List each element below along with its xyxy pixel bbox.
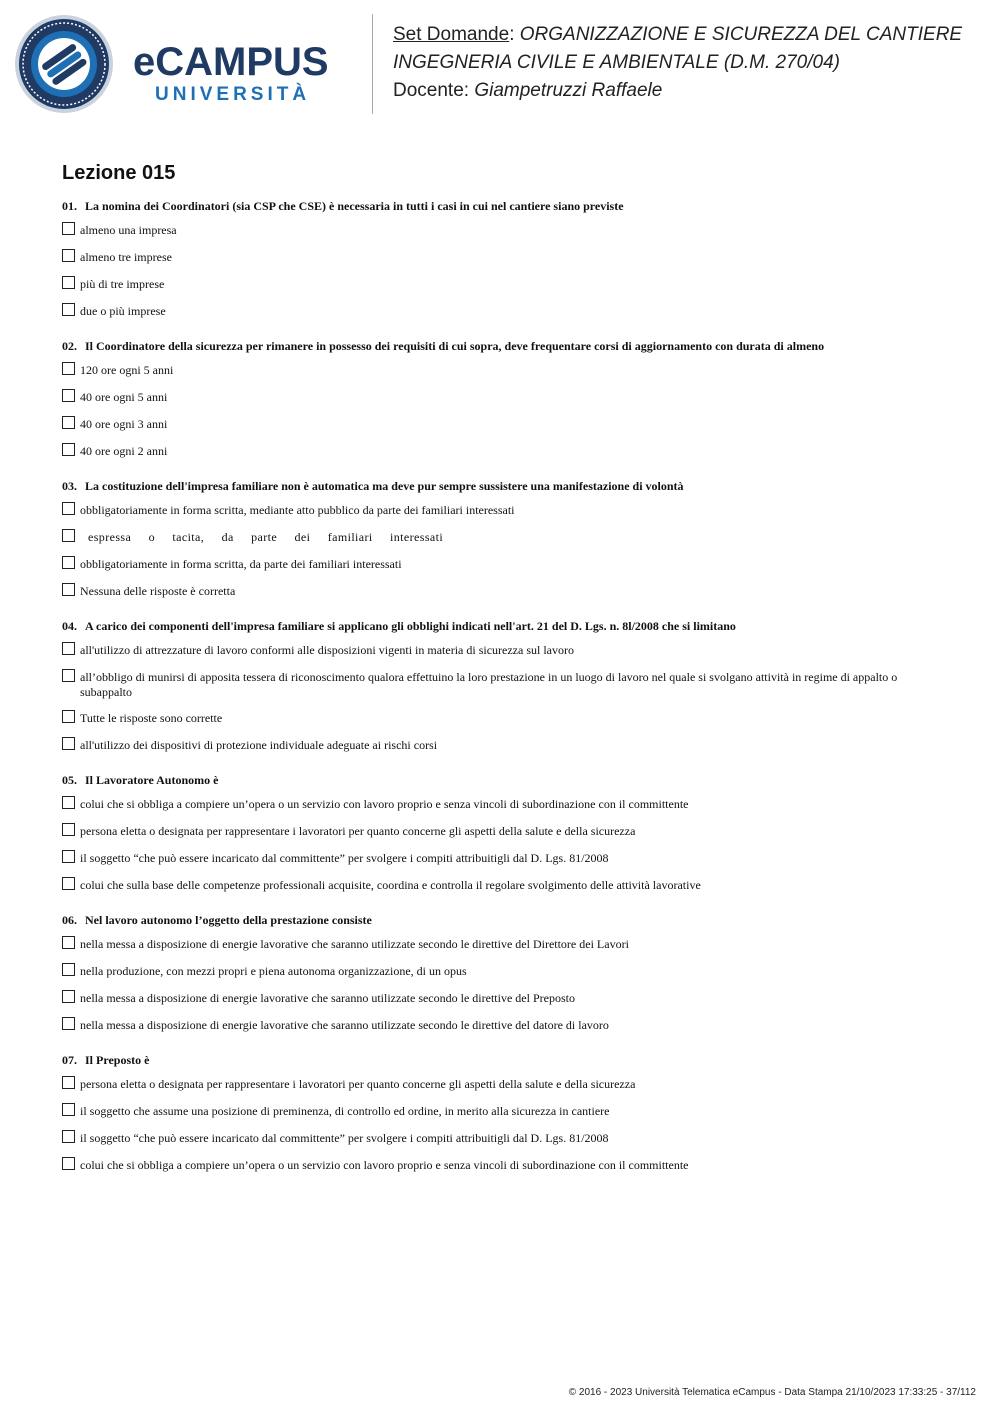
- answer-checkbox[interactable]: [62, 1157, 75, 1170]
- set-line: Set Domande: ORGANIZZAZIONE E SICUREZZA DEL CANTIERE: [393, 24, 963, 45]
- answer-checkbox[interactable]: [62, 710, 75, 723]
- answer-text: almeno tre imprese: [80, 250, 172, 264]
- answer-checkbox[interactable]: [62, 362, 75, 375]
- question-6: [62, 912, 942, 1034]
- question-prompt: A carico dei componenti dell'impresa familiare si applicano gli obblighi indicati nell'art. 21 del D. Lgs. n. 8l/2008 che si limitano: [85, 619, 736, 633]
- answer-option: [62, 503, 942, 519]
- answer-text: il soggetto che assume una posizione di preminenza, di controllo ed ordine, in merito alla sicurezza in cantiere: [80, 1104, 610, 1118]
- answer-text: obbligatoriamente in forma scritta, mediante atto pubblico da parte dei familiari interessati: [80, 503, 515, 517]
- question-list: [62, 198, 942, 1174]
- question-prompt: Nel lavoro autonomo l’oggetto della prestazione consiste: [85, 913, 372, 927]
- question-number: 07.: [62, 1053, 77, 1067]
- answer-option: [62, 1104, 942, 1120]
- answer-checkbox[interactable]: [62, 936, 75, 949]
- answer-text: il soggetto “che può essere incaricato dal committente” per svolgere i compiti attribuitigli dal D. Lgs. 81/2008: [80, 851, 609, 865]
- answer-option: [62, 937, 942, 953]
- answer-text: nella messa a disposizione di energie lavorative che saranno utilizzate secondo le direttive del Preposto: [80, 991, 575, 1005]
- answer-text: più di tre imprese: [80, 277, 165, 291]
- answer-checkbox[interactable]: [62, 642, 75, 655]
- answer-text: 120 ore ogni 5 anni: [80, 363, 174, 377]
- answer-checkbox[interactable]: [62, 389, 75, 402]
- lesson-title: Lezione 015: [62, 162, 176, 184]
- question-3: [62, 478, 942, 600]
- answer-text: il soggetto “che può essere incaricato dal committente” per svolgere i compiti attribuitigli dal D. Lgs. 81/2008: [80, 1131, 609, 1145]
- answer-option: [62, 738, 942, 754]
- answer-checkbox[interactable]: [62, 990, 75, 1003]
- question-text: [62, 618, 942, 634]
- brand-subtitle: UNIVERSITÀ: [155, 84, 311, 105]
- answer-checkbox[interactable]: [62, 502, 75, 515]
- answer-checkbox[interactable]: [62, 276, 75, 289]
- answer-checkbox[interactable]: [62, 249, 75, 262]
- answer-checkbox[interactable]: [62, 1130, 75, 1143]
- answer-option: [62, 643, 942, 659]
- answer-text: almeno una impresa: [80, 223, 177, 237]
- question-text: [62, 338, 942, 354]
- answer-option: [62, 711, 942, 727]
- answer-text: all’obbligo di munirsi di apposita tessera di riconoscimento qualora effettuino la loro prestazione in un luogo di lavoro nel quale si svolgano attività in regime di appalto o subappalto: [80, 670, 898, 699]
- question-text: [62, 772, 942, 788]
- answer-option: [62, 363, 942, 379]
- question-text: [62, 478, 942, 494]
- answer-option: [62, 390, 942, 406]
- answer-checkbox[interactable]: [62, 529, 75, 542]
- question-number: 02.: [62, 339, 77, 353]
- answer-option: [62, 557, 942, 573]
- answer-checkbox[interactable]: [62, 823, 75, 836]
- header-divider: [372, 14, 373, 114]
- question-text: [62, 1052, 942, 1068]
- answer-checkbox[interactable]: [62, 1076, 75, 1089]
- answer-option: [62, 1018, 942, 1034]
- answer-checkbox[interactable]: [62, 737, 75, 750]
- answer-option: [62, 797, 942, 813]
- page-header: [0, 0, 1000, 130]
- set-label: Set Domande: [393, 24, 510, 45]
- answer-option: [62, 1131, 942, 1147]
- answer-text: all'utilizzo dei dispositivi di protezione individuale adeguate ai rischi corsi: [80, 738, 438, 752]
- answer-checkbox[interactable]: [62, 222, 75, 235]
- question-prompt: Il Preposto è: [85, 1053, 150, 1067]
- course-info: [393, 21, 962, 105]
- question-number: 06.: [62, 913, 77, 927]
- teacher-line: [393, 77, 962, 105]
- answer-text: persona eletta o designata per rappresentare i lavoratori per quanto concerne gli aspetti della salute e della sicurezza: [80, 1077, 636, 1091]
- answer-text: 40 ore ogni 3 anni: [80, 417, 168, 431]
- answer-checkbox[interactable]: [62, 669, 75, 682]
- answer-option: [62, 584, 942, 600]
- answer-checkbox[interactable]: [62, 416, 75, 429]
- set-value: ORGANIZZAZIONE E SICUREZZA DEL CANTIERE: [519, 24, 963, 45]
- question-number: 03.: [62, 479, 77, 493]
- answer-option: [62, 964, 942, 980]
- page-footer: © 2016 - 2023 Università Telematica eCampus - Data Stampa 21/10/2023 17:33:25 - 37/112: [568, 1387, 976, 1398]
- question-1: [62, 198, 942, 320]
- answer-checkbox[interactable]: [62, 556, 75, 569]
- answer-option: [62, 670, 942, 700]
- brand-logotype: [133, 40, 329, 106]
- answer-option: [62, 824, 942, 840]
- answer-text: espressa o tacita, da parte dei familiari interessati: [88, 530, 444, 544]
- question-prompt: La nomina dei Coordinatori (sia CSP che CSE) è necessaria in tutti i casi in cui nel cantiere siano previste: [85, 199, 624, 213]
- answer-text: colui che sulla base delle competenze professionali acquisite, coordina e controlla il regolare svolgimento delle attività lavorative: [80, 878, 701, 892]
- answer-text: 40 ore ogni 2 anni: [80, 444, 168, 458]
- answer-checkbox[interactable]: [62, 963, 75, 976]
- answer-text: colui che si obbliga a compiere un’opera o un servizio con lavoro proprio e senza vincoli di subordinazione con il committente: [80, 797, 689, 811]
- answer-option: [62, 223, 942, 239]
- answer-text: nella messa a disposizione di energie lavorative che saranno utilizzate secondo le direttive del datore di lavoro: [80, 1018, 609, 1032]
- answer-checkbox[interactable]: [62, 303, 75, 316]
- answer-option: [62, 444, 942, 460]
- answer-checkbox[interactable]: [62, 583, 75, 596]
- question-text: [62, 198, 942, 214]
- answer-option: [62, 851, 942, 867]
- answer-text: Nessuna delle risposte è corretta: [80, 584, 236, 598]
- answer-text: all'utilizzo di attrezzature di lavoro conformi alle disposizioni vigenti in materia di sicurezza sul lavoro: [80, 643, 574, 657]
- answer-text: Tutte le risposte sono corrette: [80, 711, 223, 725]
- question-5: [62, 772, 942, 894]
- answer-text: 40 ore ogni 5 anni: [80, 390, 168, 404]
- answer-checkbox[interactable]: [62, 443, 75, 456]
- question-7: [62, 1052, 942, 1174]
- answer-text: due o più imprese: [80, 304, 166, 318]
- answer-option: [62, 1077, 942, 1093]
- course-line: [393, 49, 962, 77]
- question-prompt: Il Lavoratore Autonomo è: [85, 773, 219, 787]
- question-2: [62, 338, 942, 460]
- teacher-label: Docente:: [393, 80, 470, 101]
- answer-option: [62, 991, 942, 1007]
- answer-text: obbligatoriamente in forma scritta, da parte dei familiari interessati: [80, 557, 402, 571]
- answer-checkbox[interactable]: [62, 877, 75, 890]
- question-number: 01.: [62, 199, 77, 213]
- answer-checkbox[interactable]: [62, 850, 75, 863]
- question-4: [62, 618, 942, 754]
- question-text: [62, 912, 942, 928]
- answer-text: persona eletta o designata per rappresentare i lavoratori per quanto concerne gli aspetti della salute e della sicurezza: [80, 824, 636, 838]
- answer-text: nella messa a disposizione di energie lavorative che saranno utilizzate secondo le direttive del Direttore dei Lavori: [80, 937, 629, 951]
- answer-option: [62, 417, 942, 433]
- teacher-name: Giampetruzzi Raffaele: [474, 80, 663, 101]
- answer-option: [62, 878, 942, 894]
- question-number: 04.: [62, 619, 77, 633]
- ecampus-seal-logo: [14, 14, 114, 119]
- answer-option: [62, 530, 942, 546]
- question-number: 05.: [62, 773, 77, 787]
- answer-option: [62, 304, 942, 320]
- answer-text: nella produzione, con mezzi propri e piena autonoma organizzazione, di un opus: [80, 964, 467, 978]
- questions-content: [62, 160, 942, 1192]
- course-name: INGEGNERIA CIVILE E AMBIENTALE (D.M. 270/04): [393, 52, 840, 73]
- answer-option: [62, 277, 942, 293]
- brand-name: eCAMPUS: [133, 40, 329, 84]
- answer-checkbox[interactable]: [62, 796, 75, 809]
- question-prompt: La costituzione dell'impresa familiare non è automatica ma deve pur sempre sussistere una manifestazione di volontà: [85, 479, 684, 493]
- answer-checkbox[interactable]: [62, 1017, 75, 1030]
- answer-option: [62, 1158, 942, 1174]
- answer-option: [62, 250, 942, 266]
- answer-checkbox[interactable]: [62, 1103, 75, 1116]
- answer-text: colui che si obbliga a compiere un’opera o un servizio con lavoro proprio e senza vincoli di subordinazione con il committente: [80, 1158, 689, 1172]
- question-prompt: Il Coordinatore della sicurezza per rimanere in possesso dei requisiti di cui sopra, deve frequentare corsi di aggiornamento con durata di almeno: [85, 339, 825, 353]
